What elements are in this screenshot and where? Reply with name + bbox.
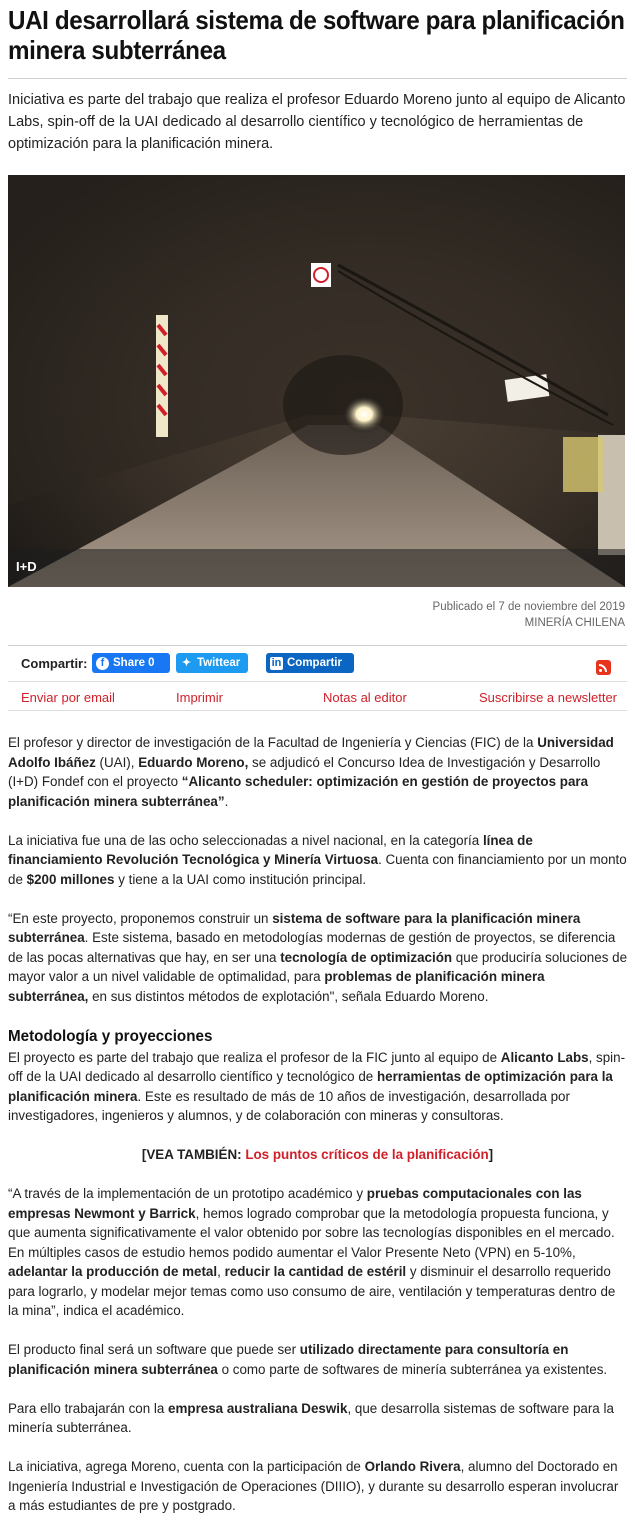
linkedin-share-label: Compartir	[287, 657, 342, 669]
paragraph-8: La iniciativa, agrega Moreno, cuenta con la participación de Orlando Rivera, alumno del Doctorado en Ingeniería Industrial e Investigación de Operaciones (DIIIO), y durante su desarrollo esperan involucrar a más estudiantes de pre y postgrado.	[8, 1459, 619, 1513]
hero-image	[8, 175, 625, 587]
facebook-icon: f	[96, 657, 109, 670]
paragraph-6: El producto final será un software que puede ser utilizado directamente para consultoría en planificación minera subterránea o como parte de softwares de minería subterránea ya existentes.	[8, 1342, 608, 1377]
print-link[interactable]: Imprimir	[176, 690, 223, 705]
paragraph-1: El profesor y director de investigación de la Facultad de Ingeniería y Ciencias (FIC) de la Universidad Adolfo Ibáñez (UAI), Eduardo Moreno, se adjudicó el Concurso Idea de Investigación y Desarrollo (I+D) Fondef con el proyecto “Alicanto scheduler: optimización en gestión de proyectos para planificación minera subterránea”.	[8, 735, 614, 809]
image-caption-bar	[8, 549, 625, 587]
facebook-share-button[interactable]	[92, 653, 170, 673]
newsletter-link[interactable]: Suscribirse a newsletter	[479, 690, 617, 705]
title-divider	[8, 78, 627, 79]
share-bar	[8, 645, 627, 681]
article-lead: Iniciativa es parte del trabajo que realiza el profesor Eduardo Moreno junto al equipo de Alicanto Labs, spin-off de la UAI dedicado al desarrollo científico y tecnológico de herramientas de optimización para la planificación minera.	[8, 92, 626, 152]
article-title: UAI desarrollará sistema de software para planificación minera subterránea	[8, 5, 625, 65]
article-meta	[8, 599, 627, 631]
twitter-share-button[interactable]	[176, 653, 248, 673]
linkedin-icon: in	[271, 656, 282, 669]
rss-icon[interactable]	[596, 660, 611, 675]
see-also: [VEA TAMBIÉN: Los puntos críticos de la planificación]	[141, 1147, 494, 1162]
section-heading: Metodología y proyecciones	[8, 1027, 213, 1045]
article-source: MINERÍA CHILENA	[524, 617, 625, 629]
tunnel-photo	[8, 175, 625, 587]
paragraph-7: Para ello trabajarán con la empresa australiana Deswik, que desarrolla sistemas de software para la minería subterránea.	[8, 1400, 614, 1435]
editor-notes-link[interactable]: Notas al editor	[323, 690, 407, 705]
image-caption: I+D	[16, 559, 37, 574]
share-label: Compartir:	[21, 656, 88, 671]
email-link[interactable]: Enviar por email	[21, 690, 115, 705]
paragraph-2: La iniciativa fue una de las ocho seleccionadas a nivel nacional, en la categoría línea de financiamiento Revolución Tecnológica y Minería Virtuosa. Cuenta con financiamiento por un monto de $200 millones y tiene a la UAI como institución principal.	[8, 832, 627, 887]
published-date: Publicado el 7 de noviembre del 2019	[432, 601, 625, 613]
paragraph-3: “En este proyecto, proponemos construir un sistema de software para la planificación minera subterránea. Este sistema, basado en metodologías modernas de gestión de proyectos, se diferencia de las pocas alternativas que hay, en ser una tecnología de optimización que produciría soluciones de mayor valor a un nivel validable de optimalidad, para problemas de planificación minera subterránea, en sus distintos métodos de explotación", señala Eduardo Moreno.	[8, 910, 628, 1004]
twitter-icon: ✦	[181, 656, 192, 669]
paragraph-5: “A través de la implementación de un prototipo académico y pruebas computacionales con las empresas Newmont y Barrick, hemos logrado comprobar que la metodología propuesta funciona, y que aumenta significativamente el valor obtenido por sobre las tecnologías disponibles en el mercado. En múltiples casos de estudio hemos podido aumentar el Valor Presente Neto (VPN) en 5-10%, adelantar la producción de metal, reducir la cantidad de estéril y disminuir el desarrollo requerido para lograrlo, y modelar mejor temas como uso consumo de aire, ventilación y temperaturas dentro de la mina”, indica el académico.	[8, 1186, 616, 1318]
article-actions	[8, 681, 627, 711]
see-also-link[interactable]: Los puntos críticos de la planificación	[245, 1147, 489, 1162]
article-body	[8, 733, 627, 1516]
twitter-share-label: Twittear	[197, 657, 241, 669]
facebook-share-label: Share 0	[113, 657, 155, 669]
paragraph-4: El proyecto es parte del trabajo que realiza el profesor de la FIC junto al equipo de Alicanto Labs, spin-off de la UAI dedicado al desarrollo científico y tecnológico de herramientas de optimización para la planificación minera. Este es resultado de más de 10 años de investigación, desarrollada por investigadores, ingenieros y alumnos, y de colaboración con mineras y consultoras.	[8, 1049, 626, 1123]
linkedin-share-button[interactable]	[266, 653, 354, 673]
